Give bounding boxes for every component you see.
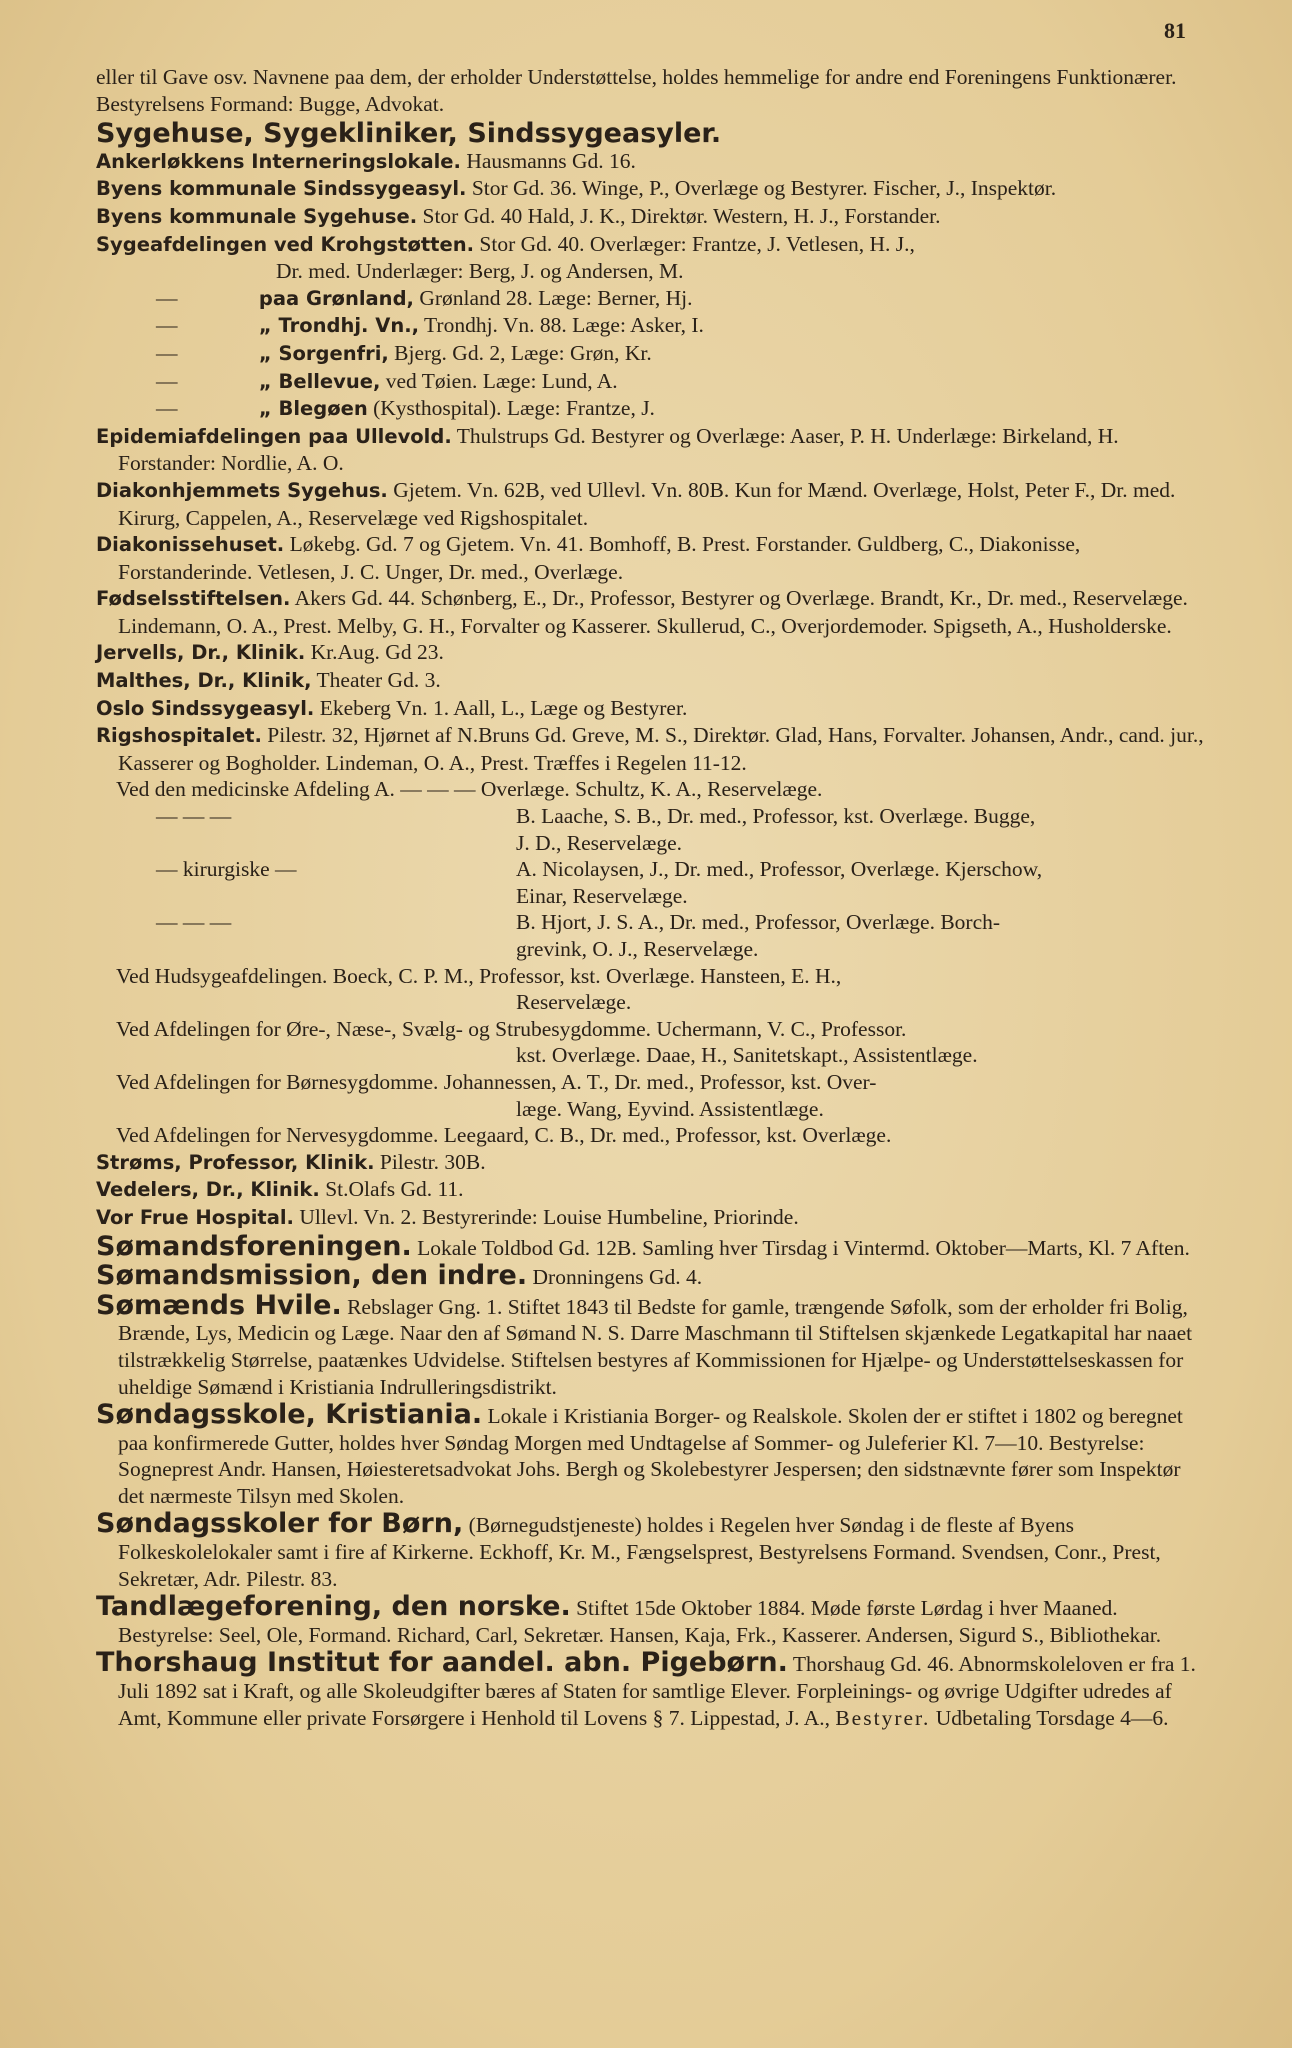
page-number: 81	[1164, 18, 1186, 43]
entry-somandsforeningen	[96, 1230, 1206, 1262]
entry-heading: „ Trondhj. Vn.,	[258, 314, 420, 338]
entry-malthes	[96, 667, 1206, 695]
entry-sindssygeasyl	[96, 175, 1206, 203]
dept-medicinske-b-cont: J. D., Reservelæge.	[516, 830, 682, 855]
dept-medicinske-a: Ved den medicinske Afdeling A. — — — Overlæge. Schultz, K. A., Reservelæge.	[116, 777, 823, 802]
entry-heading: Ankerløkkens Interneringslokale.	[96, 149, 461, 173]
entry-heading: Epidemiafdelingen paa Ullevold.	[96, 424, 452, 448]
page-content	[96, 64, 1206, 1731]
entry-heading: Sømænds Hvile.	[96, 1289, 342, 1321]
entry-sondagsskole	[96, 1399, 1206, 1509]
entry-somaends-hvile	[96, 1289, 1206, 1400]
entry-somandsmission	[96, 1260, 1206, 1292]
entry-text: Bjerg. Gd. 2, Læge: Grøn, Kr.	[388, 340, 652, 365]
entry-heading: Rigshospitalet.	[96, 724, 262, 748]
entry-text: Stor Gd. 40 Hald, J. K., Direktør. Western, H. J., Forstander.	[417, 203, 941, 228]
entry-heading: „ Blegøen	[258, 397, 368, 421]
entry-text: Løkebg. Gd. 7 og Gjetem. Vn. 41. Bomhoff, B. Prest. Forstander. Guldberg, C., Diakonisse, Forstanderinde. Vetlesen, J. C. Unger, Dr. med., Overlæge.	[118, 532, 1081, 584]
entry-text: Trondhj. Vn. 88. Læge: Asker, I.	[419, 313, 704, 338]
entry-heading: Byens kommunale Sygehuse.	[96, 204, 418, 228]
entry-text: Stor Gd. 36. Winge, P., Overlæge og Bestyrer. Fischer, J., Inspektør.	[466, 176, 1057, 201]
dash: —	[156, 340, 183, 365]
entry-tandlaegeforening	[96, 1591, 1206, 1648]
entry-fodselsstiftelsen	[96, 585, 1206, 639]
entry-heading: Oslo Sindssygeasyl.	[96, 696, 315, 720]
entry-heading: Strøms, Professor, Klinik.	[96, 1150, 375, 1174]
entry-sondagsskoler-born	[96, 1508, 1206, 1592]
dash: —	[156, 368, 183, 393]
entry-thorshaug	[96, 1647, 1206, 1731]
entry-heading: Søndagsskole, Kristiania.	[96, 1399, 483, 1431]
entry-heading: Diakonhjemmets Sygehus.	[96, 478, 388, 502]
entry-kommunale-sygehuse	[96, 203, 1206, 231]
dash: —	[156, 396, 183, 421]
ward-borne-cont: læge. Wang, Eyvind. Assistentlæge.	[516, 1096, 824, 1121]
entry-vor-frue	[96, 1204, 1206, 1232]
entry-heading: Jervells, Dr., Klinik.	[96, 641, 306, 665]
entry-text: Stor Gd. 40. Overlæger: Frantze, J. Vetlesen, H. J.,	[474, 231, 915, 256]
entry-diakonhjemmet	[96, 477, 1206, 531]
section-heading-sygehuse: Sygehuse, Sygekliniker, Sindssygeasyler.	[96, 118, 722, 150]
entry-sorgenfri	[96, 340, 1206, 368]
entry-text: Lokale i Kristiania Borger- og Realskole. Skolen der er stiftet i 1802 og beregnet paa konfirmerede Gutter, holdes hver Søndag Morgen med Undtagelse af Sommer- og Juleferier Kl. 7—10. Bestyrelse: Sogneprest Andr. Hansen, Høiesteretsadvokat Johs. Bergh og Skolebestyrer Jespersen; den sidstnævnte fører som Inspektør det nærmeste Tilsyn med Skolen.	[118, 1404, 1183, 1508]
entry-text: Rebslager Gng. 1. Stiftet 1843 til Bedste for gamle, trængende Søfolk, som der erholder fri Bolig, Brænde, Lys, Medicin og Læge. Naar den af Sømand N. S. Darre Maschmann til Stiftelsen skjænkede Legatkapital har naaet tilstrækkelig Størrelse, paatænkes Udvidelse. Stiftelsen bestyres af Kommissionen for Hjælpe- og Understøttelseskassen for uheldige Sømænd i Kristiania Indrulleringsdistrikt.	[118, 1294, 1193, 1399]
entry-diakonissehuset	[96, 531, 1206, 585]
ward-hudsyge: Ved Hudsygeafdelingen. Boeck, C. P. M., Professor, kst. Overlæge. Hansteen, E. H.,	[116, 963, 842, 988]
entry-heading: Tandlægeforening, den norske.	[96, 1591, 571, 1623]
entry-heading: „ Bellevue,	[258, 369, 381, 393]
entry-heading: Sømandsforeningen.	[96, 1230, 412, 1262]
entry-text: Grønland 28. Læge: Berner, Hj.	[413, 285, 693, 310]
entry-text: (Kysthospital). Læge: Frantze, J.	[367, 396, 655, 421]
entry-krohgstotten	[96, 231, 1206, 259]
dept-kirurgiske-a-cont: Einar, Reservelæge.	[516, 883, 688, 908]
entry-oslo-sindssygeasyl	[96, 695, 1206, 723]
entry-epidemiafdelingen	[96, 423, 1206, 477]
dept-text: B. Laache, S. B., Dr. med., Professor, kst. Overlæge. Bugge,	[516, 804, 1036, 829]
entry-text: Gjetem. Vn. 62B, ved Ullevl. Vn. 80B. Kun for Mænd. Overlæge, Holst, Peter F., Dr. med. Kirurg, Cappelen, A., Reservelæge ved Rigshospitalet.	[118, 477, 1176, 530]
entry-text: Thulstrups Gd. Bestyrer og Overlæge: Aaser, P. H. Underlæge: Birkeland, H. Forstander: Nordlie, A. O.	[118, 423, 1119, 476]
entry-blegoen	[96, 395, 1206, 423]
entry-rigshospitalet	[96, 722, 1206, 776]
entry-text: Ekeberg Vn. 1. Aall, L., Læge og Bestyrer.	[314, 695, 688, 720]
dept-label: — — —	[156, 804, 232, 829]
entry-jervells	[96, 639, 1206, 667]
entry-text-spaced: Bestyrer.	[835, 1705, 931, 1730]
entry-trondhjem	[96, 312, 1206, 340]
entry-heading: Fødselsstiftelsen.	[96, 587, 291, 611]
entry-heading: Sømandsmission, den indre.	[96, 1260, 528, 1292]
ward-ore-naese: Ved Afdelingen for Øre-, Næse-, Svælg- og Strubesygdomme. Uchermann, V. C., Professor.	[116, 1016, 907, 1041]
entry-bellevue	[96, 368, 1206, 396]
entry-text: Pilestr. 32, Hjørnet af N.Bruns Gd. Greve, M. S., Direktør. Glad, Hans, Forvalter. Johansen, Andr., cand. jur., Kasserer og Bogholder. Lindeman, O. A., Prest. Træffes i Regelen 11-12.	[118, 723, 1204, 775]
dept-label: — — —	[156, 910, 232, 935]
dept-kirurgiske-b-cont: grevink, O. J., Reservelæge.	[516, 937, 759, 961]
ward-ore-naese-cont: kst. Overlæge. Daae, H., Sanitetskapt., Assistentlæge.	[516, 1043, 978, 1068]
entry-text: ved Tøien. Læge: Lund, A.	[380, 368, 618, 393]
entry-text: Ullevl. Vn. 2. Bestyrerinde: Louise Humbeline, Priorinde.	[293, 1204, 799, 1229]
dept-kirurgiske-a	[96, 856, 1206, 883]
entry-text: Udbetaling Torsdage 4—6.	[930, 1705, 1169, 1730]
dept-kirurgiske-b	[96, 909, 1206, 936]
entry-text: Lokale Toldbod Gd. 12B. Samling hver Tirsdag i Vintermd. Oktober—Marts, Kl. 7 Aften.	[411, 1235, 1190, 1260]
entry-heading: Vedelers, Dr., Klinik.	[96, 1178, 320, 1202]
entry-text: Hausmanns Gd. 16.	[460, 148, 636, 173]
ward-nerve: Ved Afdelingen for Nervesygdomme. Leegaard, C. B., Dr. med., Professor, kst. Overlæge.	[116, 1123, 892, 1148]
entry-heading: Thorshaug Institut for aandel. abn. Pigebørn.	[96, 1647, 788, 1679]
entry-text: Pilestr. 30B.	[374, 1149, 486, 1174]
entry-text: Theater Gd. 3.	[311, 668, 441, 693]
entry-text: Dronningens Gd. 4.	[527, 1265, 703, 1290]
entry-heading: Vor Frue Hospital.	[96, 1205, 294, 1229]
ward-borne: Ved Afdelingen for Børnesygdomme. Johannessen, A. T., Dr. med., Professor, kst. Over-	[116, 1069, 877, 1094]
dash: —	[156, 285, 183, 310]
intro-text: eller til Gave osv. Navnene paa dem, der erholder Understøttelse, holdes hemmelige for andre end Foreningens Funktionærer. Bestyrelsens Formand: Bugge, Advokat.	[96, 65, 1177, 116]
entry-stroms	[96, 1149, 1206, 1177]
entry-heading: Søndagsskoler for Børn,	[96, 1508, 464, 1540]
entry-text: Stiftet 15de Oktober 1884. Møde første Lørdag i hver Maaned. Bestyrelse: Seel, Ole, Formand. Richard, Carl, Sekretær. Hansen, Kaja, Frk., Kasserer. Andersen, Sigurd S., Bibliothekar.	[118, 1596, 1162, 1647]
entry-ankerlokken	[96, 148, 1206, 176]
entry-gronland	[96, 285, 1206, 313]
entry-text: (Børnegudstjeneste) holdes i Regelen hver Søndag i de fleste af Byens Folkeskolelokaler samt i fire af Kirkerne. Eckhoff, Kr. M., Fængselsprest, Bestyrelsens Formand. Svendsen, Conr., Prest, Sekretær, Adr. Pilestr. 83.	[118, 1513, 1161, 1591]
entry-heading: paa Grønland,	[258, 286, 414, 310]
entry-heading: Byens kommunale Sindssygeasyl.	[96, 177, 467, 201]
ward-hudsyge-cont: Reservelæge.	[516, 990, 632, 1015]
dash: —	[156, 313, 183, 338]
entry-heading: Sygeafdelingen ved Krohgstøtten.	[96, 232, 475, 256]
dept-text: A. Nicolaysen, J., Dr. med., Professor, Overlæge. Kjerschow,	[516, 857, 1043, 882]
entry-krohgstotten-cont: Dr. med. Underlæger: Berg, J. og Andersen, M.	[276, 259, 684, 284]
dept-label: — kirurgiske —	[156, 857, 297, 882]
entry-text: Thorshaug Gd. 46. Abnormskoleloven er fra 1. Juli 1892 sat i Kraft, og alle Skoleudgifter bæres af Staten for samtlige Elever. Forpleinings- og øvrige Udgifter udredes af Amt, Kommune eller private Forsørgere i Henhold til Lovens § 7. Lippestad, J. A.,	[118, 1652, 1196, 1730]
dept-text: B. Hjort, J. S. A., Dr. med., Professor, Overlæge. Borch-	[516, 910, 1001, 935]
entry-text: Kr.Aug. Gd 23.	[305, 640, 444, 665]
entry-heading: Diakonissehuset.	[96, 533, 285, 557]
entry-text: St.Olafs Gd. 11.	[319, 1177, 464, 1202]
entry-heading: Malthes, Dr., Klinik,	[96, 669, 312, 693]
dept-medicinske-b	[96, 803, 1206, 830]
entry-heading: „ Sorgenfri,	[258, 341, 389, 365]
entry-text: Akers Gd. 44. Schønberg, E., Dr., Professor, Bestyrer og Overlæge. Brandt, Kr., Dr. med., Reservelæge. Lindemann, O. A., Prest. Melby, G. H., Forvalter og Kasserer. Skullerud, C., Overjordemoder. Spigseth, A., Husholderske.	[118, 586, 1188, 638]
entry-vedelers	[96, 1176, 1206, 1204]
